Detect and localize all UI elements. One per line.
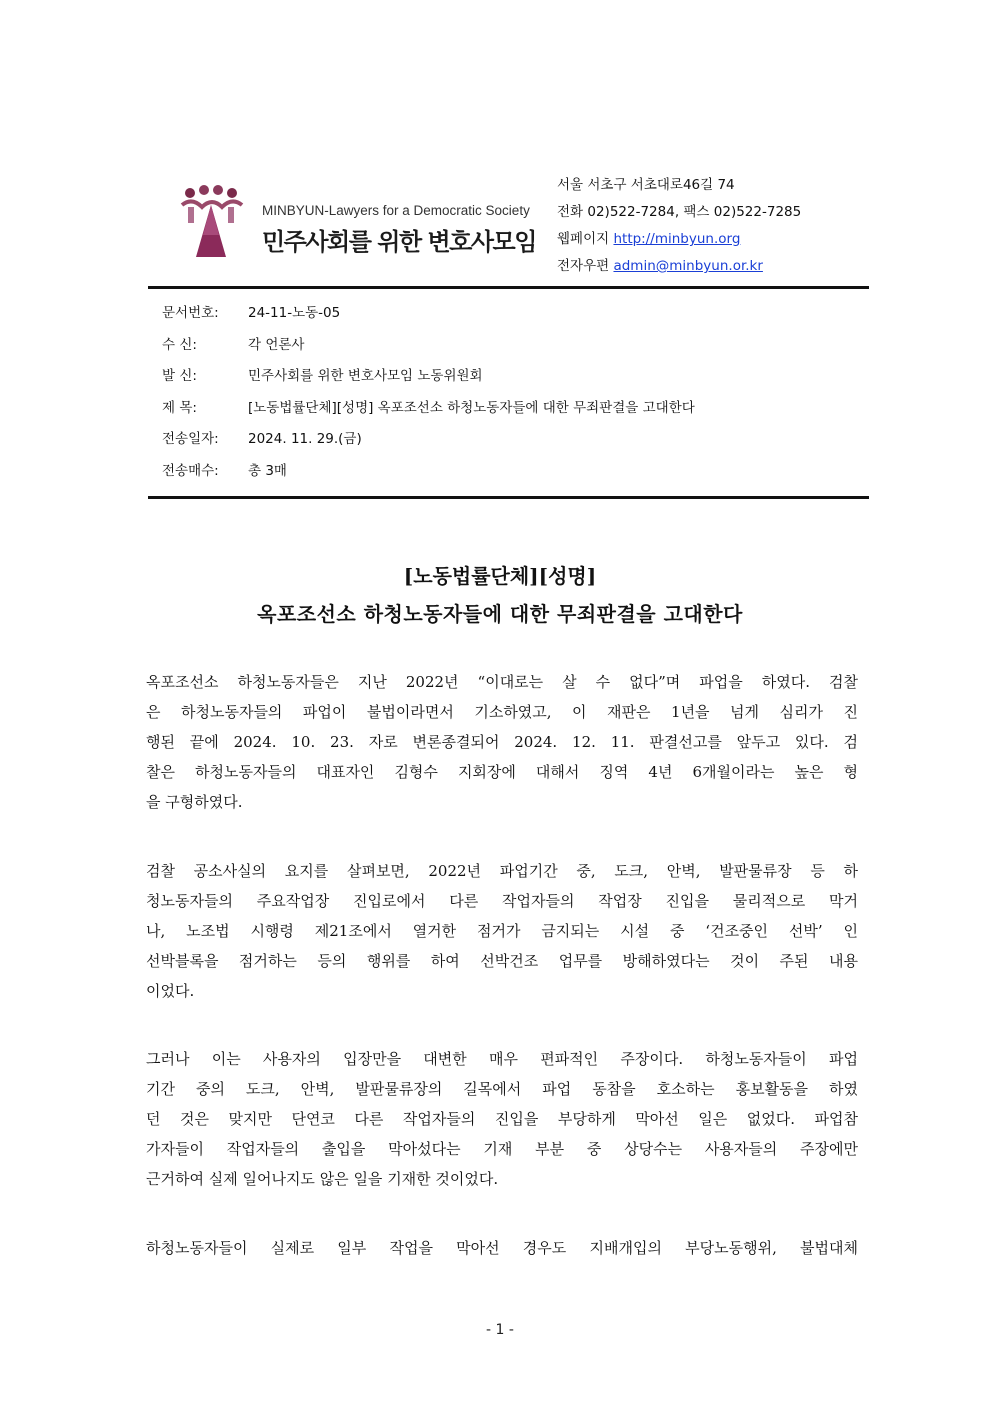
email-label: 전자우편 — [557, 258, 610, 274]
meta-label: 제 목: — [162, 399, 197, 416]
website-label: 웹페이지 — [557, 231, 610, 247]
statement-main-title: 옥포조선소 하청노동자들에 대한 무죄판결을 고대한다 — [257, 602, 743, 626]
meta-row-doc-number — [162, 300, 695, 332]
website-row — [557, 226, 801, 253]
text-line: 은 하청노동자들의 파업이 불법이라면서 기소하였고, 이 재판은 1년을 넘게 심리가 진 — [146, 703, 858, 721]
meta-label: 전송매수: — [162, 462, 219, 479]
text-line: 이었다. — [146, 982, 195, 1000]
body-paragraph-2 — [146, 856, 858, 1006]
meta-label: 발 신: — [162, 368, 197, 384]
meta-row-page-count — [162, 458, 695, 490]
meta-value: [노동법률단체][성명] 옥포조선소 하청노동자들에 대한 무죄판결을 고대한다 — [248, 399, 695, 416]
meta-value: 각 언론사 — [248, 336, 305, 353]
header-divider-bottom — [148, 496, 869, 499]
meta-value: 총 3매 — [248, 462, 287, 479]
meta-value: 민주사회를 위한 변호사모임 노동위원회 — [248, 368, 483, 384]
text-line: 그러나 이는 사용자의 입장만을 대변한 매우 편파적인 주장이다. 하청노동자들이 파업 — [146, 1050, 858, 1068]
website-link[interactable]: http://minbyun.org — [613, 231, 741, 247]
people-emblem-icon — [178, 185, 256, 260]
statement-category-title: [노동법률단체][성명] — [403, 564, 597, 588]
meta-row-subject — [162, 395, 695, 427]
meta-label: 수 신: — [162, 336, 197, 353]
text-line: 행된 끝에 2024. 10. 23. 자로 변론종결되어 2024. 12. 11. 판결선고를 앞두고 있다. 검 — [146, 733, 858, 751]
meta-value: 2024. 11. 29.(금) — [248, 431, 362, 447]
text-line: 하청노동자들이 실제로 일부 작업을 막아선 경우도 지배개입의 부당노동행위, 불법대체 — [146, 1239, 858, 1257]
text-line: 나, 노조법 시행령 제21조에서 열거한 점거가 금지되는 시설 중 ‘건조중인 선박’ 인 — [146, 922, 858, 940]
page-number: - 1 - — [486, 1322, 514, 1338]
text-line: 기간 중의 도크, 안벽, 발판물류장의 길목에서 파업 동참을 호소하는 홍보활동을 하였 — [146, 1080, 858, 1098]
body-paragraph-1 — [146, 667, 858, 817]
text-line: 검찰 공소사실의 요지를 살펴보면, 2022년 파업기간 중, 도크, 안벽, 발판물류장 등 하 — [146, 862, 858, 880]
meta-value: 24-11-노동-05 — [248, 305, 341, 321]
header-divider-top — [148, 286, 869, 289]
text-line: 찰은 하청노동자들의 대표자인 김형수 지회장에 대해서 징역 4년 6개월이라는 높은 형 — [146, 763, 858, 781]
address: 서울 서초구 서초대로46길 74 — [557, 177, 735, 193]
organization-logo — [178, 185, 548, 260]
meta-row-recipient — [162, 332, 695, 364]
body-paragraph-4 — [146, 1233, 858, 1263]
document-metadata — [162, 300, 695, 489]
text-line: 근거하여 실제 일어나지도 않은 일을 기재한 것이었다. — [146, 1170, 499, 1188]
phone-fax: 전화 02)522-7284, 팩스 02)522-7285 — [557, 204, 802, 220]
logo-english-name: MINBYUN-Lawyers for a Democratic Society — [262, 203, 530, 218]
logo-korean-name: 민주사회를 위한 변호사모임 — [262, 228, 536, 256]
meta-row-date — [162, 426, 695, 458]
contact-info — [557, 172, 801, 280]
text-line: 을 구형하였다. — [146, 793, 243, 811]
text-line: 청노동자들의 주요작업장 진입로에서 다른 작업자들의 작업장 진입을 물리적으로 막거 — [146, 892, 858, 910]
meta-label: 문서번호: — [162, 305, 219, 321]
text-line: 가자들이 작업자들의 출입을 막아섰다는 기재 부분 중 상당수는 사용자들의 주장에만 — [146, 1140, 858, 1158]
text-line: 던 것은 맞지만 단연코 다른 작업자들의 진입을 부당하게 막아선 일은 없었다. 파업참 — [146, 1110, 858, 1128]
meta-row-sender — [162, 363, 695, 395]
body-paragraph-3 — [146, 1044, 858, 1194]
email-row — [557, 253, 801, 280]
text-line: 옥포조선소 하청노동자들은 지난 2022년 “이대로는 살 수 없다”며 파업을 하였다. 검찰 — [146, 673, 858, 691]
email-link[interactable]: admin@minbyun.or.kr — [613, 258, 763, 274]
text-line: 선박블록을 점거하는 등의 행위를 하여 선박건조 업무를 방해하였다는 것이 주된 내용 — [146, 952, 858, 970]
meta-label: 전송일자: — [162, 431, 219, 447]
